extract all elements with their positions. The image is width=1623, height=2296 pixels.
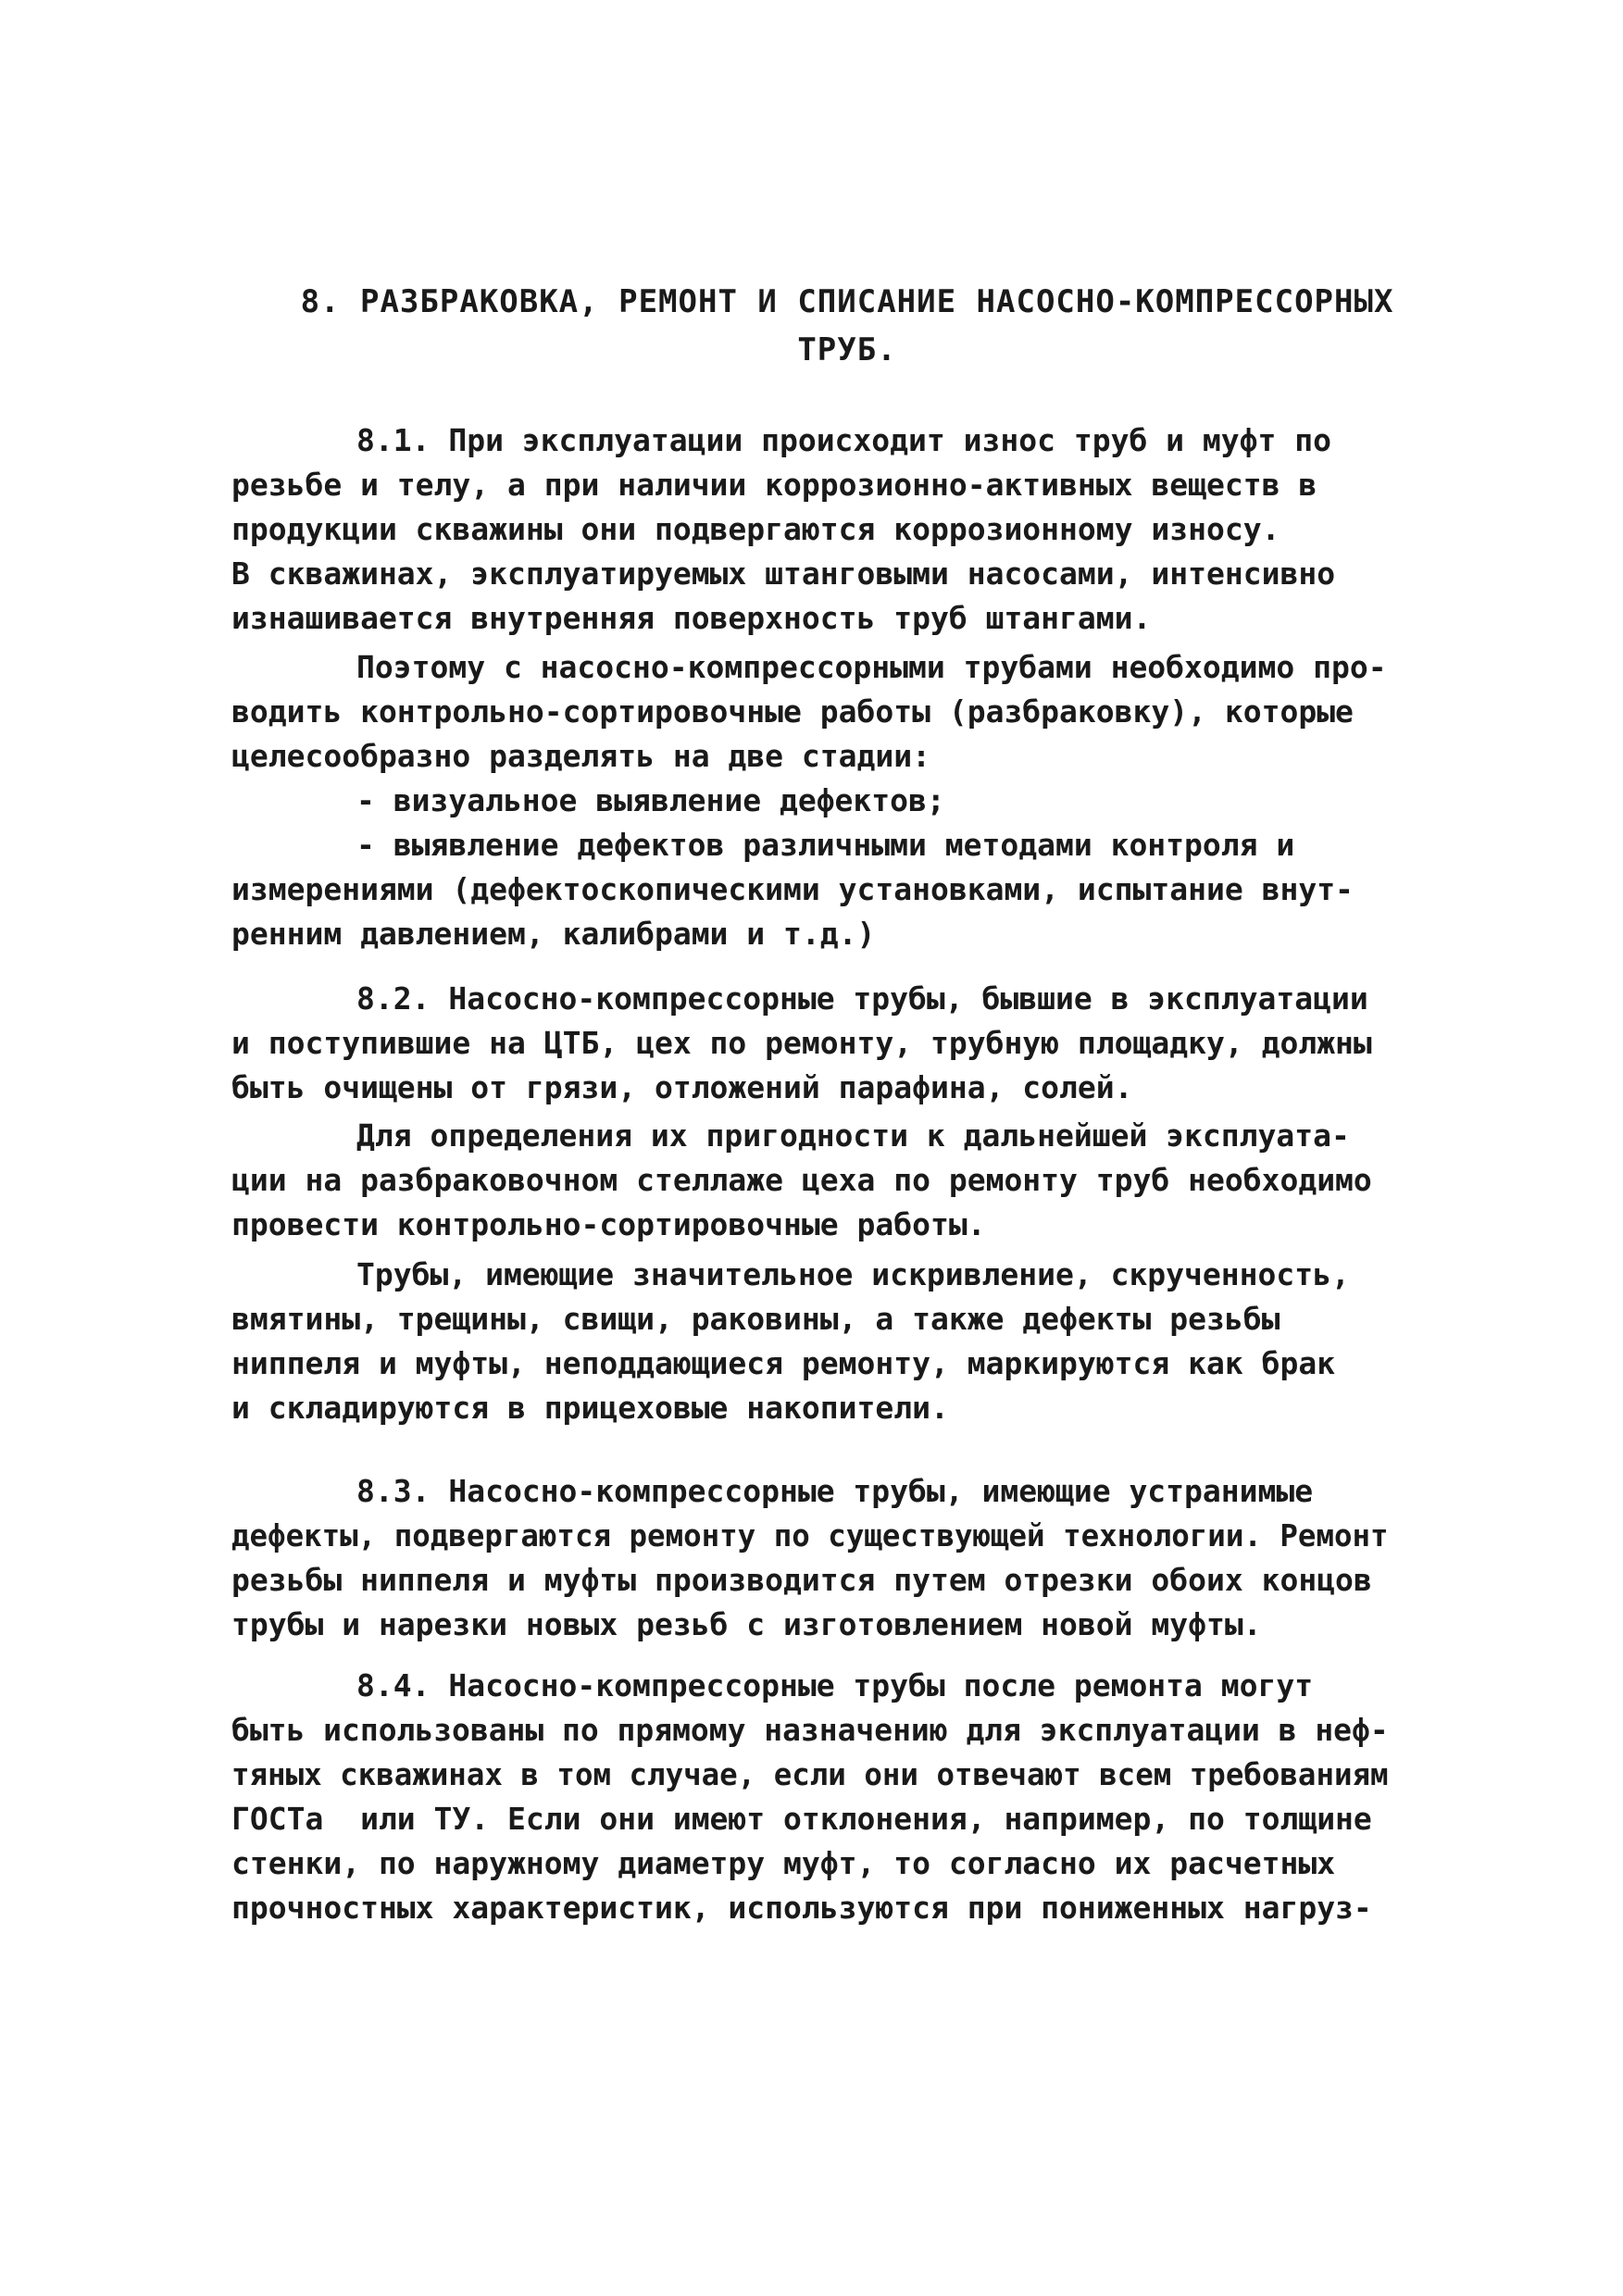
section-title bbox=[231, 278, 1463, 374]
paragraph-line: целесообразно разделять на две стадии: bbox=[231, 738, 930, 774]
paragraph-line: тяных скважинах в том случае, если они отвечают всем требованиям bbox=[231, 1756, 1389, 1792]
paragraph-line: и поступившие на ЦТБ, цех по ремонту, трубную площадку, должны bbox=[231, 1025, 1372, 1061]
paragraph-line: Поэтому с насосно-компрессорными трубами необходимо про- bbox=[356, 649, 1387, 685]
paragraph-line: ниппеля и муфты, неподдающиеся ремонту, маркируются как брак bbox=[231, 1345, 1336, 1381]
paragraph-line: стенки, по наружному диаметру муфт, то согласно их расчетных bbox=[231, 1845, 1336, 1881]
paragraph-line: прочностных характеристик, используются при пониженных нагруз- bbox=[231, 1890, 1372, 1926]
paragraph-line: продукции скважины они подвергаются коррозионному износу. bbox=[231, 511, 1280, 547]
paragraph-line: 8.1. При эксплуатации происходит износ труб и муфт по bbox=[356, 422, 1331, 458]
section-title-line-2: ТРУБ. bbox=[797, 331, 897, 368]
paragraph-line: 8.4. Насосно-компрессорные трубы после ремонта могут bbox=[356, 1667, 1314, 1703]
paragraph-line: быть очищены от грязи, отложений парафина, солей. bbox=[231, 1069, 1133, 1105]
paragraph-line: ции на разбраковочном стеллаже цеха по ремонту труб необходимо bbox=[231, 1162, 1372, 1198]
paragraph-line: ренним давлением, калибрами и т.д.) bbox=[231, 916, 876, 952]
paragraph-line: изнашивается внутренняя поверхность труб штангами. bbox=[231, 600, 1152, 636]
paragraph-line: резьбе и телу, а при наличии коррозионно-активных веществ в bbox=[231, 467, 1317, 503]
paragraph-line: быть использованы по прямому назначению для эксплуатации в неф- bbox=[231, 1712, 1389, 1748]
paragraph-line: измерениями (дефектоскопическими установками, испытание внут- bbox=[231, 871, 1354, 907]
paragraph-line: резьбы ниппеля и муфты производится путем отрезки обоих концов bbox=[231, 1562, 1372, 1598]
paragraph-line: и складируются в прицеховые накопители. bbox=[231, 1390, 949, 1426]
paragraph-line: вмятины, трещины, свищи, раковины, а также дефекты резьбы bbox=[231, 1301, 1280, 1337]
paragraph-line: - визуальное выявление дефектов; bbox=[356, 782, 945, 818]
paragraph-line: В скважинах, эксплуатируемых штанговыми насосами, интенсивно bbox=[231, 555, 1336, 592]
paragraph-line: 8.2. Насосно-компрессорные трубы, бывшие в эксплуатации bbox=[356, 980, 1368, 1017]
paragraph-line: дефекты, подвергаются ремонту по существующей технологии. Ремонт bbox=[231, 1517, 1389, 1554]
paragraph-line: трубы и нарезки новых резьб с изготовлением новой муфты. bbox=[231, 1606, 1262, 1642]
paragraph-line: 8.3. Насосно-компрессорные трубы, имеющие устранимые bbox=[356, 1473, 1314, 1509]
paragraph-line: Для определения их пригодности к дальнейшей эксплуата- bbox=[356, 1117, 1350, 1154]
paragraph-line: водить контрольно-сортировочные работы (разбраковку), которые bbox=[231, 693, 1354, 730]
paragraph-line: ГОСТа или ТУ. Если они имеют отклонения, например, по толщине bbox=[231, 1801, 1372, 1837]
paragraph-line: Трубы, имеющие значительное искривление, скрученность, bbox=[356, 1256, 1350, 1292]
paragraph-line: - выявление дефектов различными методами контроля и bbox=[356, 827, 1295, 863]
paragraph-line: провести контрольно-сортировочные работы. bbox=[231, 1206, 986, 1242]
section-title-line-1: 8. РАЗБРАКОВКА, РЕМОНТ И СПИСАНИЕ НАСОСНО-КОМПРЕССОРНЫХ bbox=[300, 283, 1394, 320]
